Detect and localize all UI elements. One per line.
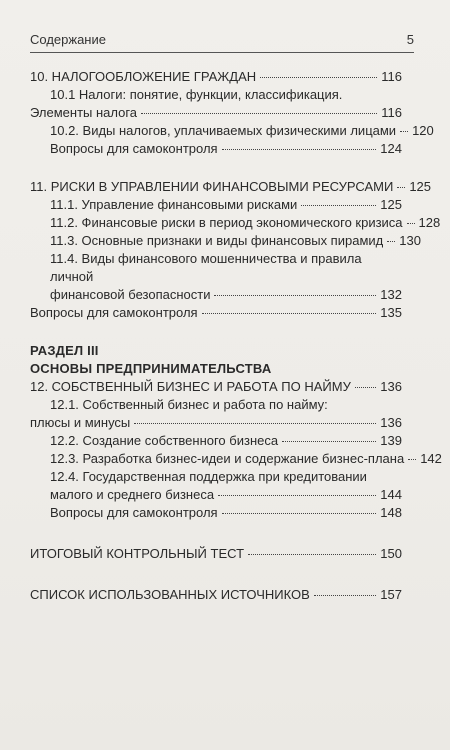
- toc-entry-12-1-cont[interactable]: [30, 414, 402, 432]
- toc-entry-chapter-10[interactable]: [30, 68, 402, 86]
- toc-entry-chapter-11[interactable]: [30, 178, 432, 196]
- toc-entry-title-line2: малого и среднего бизнеса: [50, 487, 215, 502]
- toc-entry-page: 144: [380, 487, 402, 502]
- header-rule: [30, 52, 414, 53]
- toc-entry-page: 125: [409, 179, 432, 194]
- toc-entry-title: СПИСОК ИСПОЛЬЗОВАННЫХ ИСТОЧНИКОВ: [30, 587, 310, 602]
- toc-entry-12-3[interactable]: [30, 450, 442, 468]
- toc-entry-title: Вопросы для самоконтроля: [50, 141, 218, 156]
- leader-dots: [248, 554, 376, 555]
- toc-entry-10-2[interactable]: [30, 122, 434, 140]
- toc-entry-page: 136: [380, 415, 402, 430]
- leader-dots: [222, 513, 377, 514]
- toc-entry-11-2[interactable]: [30, 214, 441, 232]
- toc-entry-title-line1: 10.1 Налоги: понятие, функции, классификация.: [50, 87, 343, 102]
- toc-entry-final-test[interactable]: [30, 545, 402, 563]
- toc-entry-page: 150: [380, 546, 402, 561]
- leader-dots: [214, 295, 376, 296]
- toc-entry-10-1[interactable]: [30, 86, 402, 104]
- toc-entry-title-line1: 12.4. Государственная поддержка при кредитовании: [50, 469, 367, 484]
- toc-entry-12-4[interactable]: [30, 468, 402, 486]
- toc-entry-title: 10. НАЛОГООБЛОЖЕНИЕ ГРАЖДАН: [30, 69, 257, 84]
- table-of-contents: [30, 68, 442, 604]
- toc-entry-title: ИТОГОВЫЙ КОНТРОЛЬНЫЙ ТЕСТ: [30, 546, 245, 561]
- toc-entry-title-line2: Элементы налога: [30, 105, 138, 120]
- toc-entry-page: 124: [380, 141, 402, 156]
- section-title: ОСНОВЫ ПРЕДПРИНИМАТЕЛЬСТВА: [30, 361, 272, 376]
- toc-entry-page: 116: [381, 105, 402, 120]
- toc-entry-title: Вопросы для самоконтроля: [50, 505, 218, 520]
- leader-dots: [301, 205, 376, 206]
- toc-entry-chapter-12[interactable]: [30, 378, 402, 396]
- toc-entry-page: 148: [380, 505, 402, 520]
- toc-entry-page: 142: [420, 451, 442, 466]
- toc-entry-11-1[interactable]: [30, 196, 402, 214]
- running-header: [30, 32, 414, 47]
- leader-dots: [387, 241, 395, 242]
- toc-entry-page: 128: [418, 215, 441, 230]
- toc-entry-10-1-cont[interactable]: [30, 104, 402, 122]
- toc-entry-page: 132: [380, 287, 402, 302]
- leader-dots: [355, 387, 376, 388]
- leader-dots: [134, 423, 376, 424]
- toc-entry-title: 12. СОБСТВЕННЫЙ БИЗНЕС И РАБОТА ПО НАЙМУ: [30, 379, 351, 394]
- header-title: Содержание: [30, 32, 106, 47]
- leader-dots: [400, 131, 408, 132]
- toc-entry-title-line1: 12.1. Собственный бизнес и работа по найму:: [50, 397, 328, 412]
- toc-entry-12-4-cont[interactable]: [30, 486, 402, 504]
- toc-entry-page: 116: [381, 69, 402, 84]
- toc-entry-questions-11[interactable]: [30, 304, 402, 322]
- leader-dots: [222, 149, 377, 150]
- toc-entry-11-4-cont[interactable]: [30, 286, 402, 304]
- toc-entry-questions-12[interactable]: [30, 504, 402, 522]
- toc-entry-title: 10.2. Виды налогов, уплачиваемых физическими лицами: [50, 123, 397, 138]
- toc-entry-page: 139: [380, 433, 402, 448]
- toc-entry-title: 11.3. Основные признаки и виды финансовых пирамид: [50, 233, 384, 248]
- page-number: 5: [406, 32, 414, 47]
- toc-entry-11-3[interactable]: [30, 232, 421, 250]
- toc-entry-title-line1: 11.4. Виды финансового мошенничества и правила личной: [50, 251, 362, 284]
- toc-entry-12-1[interactable]: [30, 396, 402, 414]
- leader-dots: [218, 495, 376, 496]
- toc-entry-title: 11.2. Финансовые риски в период экономического кризиса: [50, 215, 403, 230]
- leader-dots: [408, 459, 416, 460]
- toc-entry-title-line2: финансовой безопасности: [50, 287, 211, 302]
- toc-entry-title: 12.3. Разработка бизнес-идеи и содержание бизнес-плана: [50, 451, 405, 466]
- toc-entry-questions-10[interactable]: [30, 140, 402, 158]
- toc-entry-page: 125: [380, 197, 402, 212]
- leader-dots: [397, 187, 405, 188]
- toc-entry-page: 157: [380, 587, 402, 602]
- section-label: РАЗДЕЛ III: [30, 343, 99, 358]
- toc-entry-page: 120: [412, 123, 434, 138]
- toc-entry-page: 136: [380, 379, 402, 394]
- toc-entry-11-4[interactable]: [30, 250, 402, 286]
- leader-dots: [202, 313, 377, 314]
- toc-entry-title: 12.2. Создание собственного бизнеса: [50, 433, 279, 448]
- toc-entry-page: 130: [399, 233, 421, 248]
- leader-dots: [141, 113, 377, 114]
- toc-entry-title: 11.1. Управление финансовыми рисками: [50, 197, 298, 212]
- leader-dots: [282, 441, 376, 442]
- toc-entry-title: 11. РИСКИ В УПРАВЛЕНИИ ФИНАНСОВЫМИ РЕСУРСАМИ: [30, 179, 394, 194]
- leader-dots: [314, 595, 376, 596]
- toc-entry-title-line2: плюсы и минусы: [30, 415, 131, 430]
- toc-entry-page: 135: [380, 305, 402, 320]
- leader-dots: [407, 223, 415, 224]
- leader-dots: [260, 77, 377, 78]
- toc-entry-title: Вопросы для самоконтроля: [30, 305, 198, 320]
- toc-entry-12-2[interactable]: [30, 432, 402, 450]
- toc-entry-sources[interactable]: [30, 586, 402, 604]
